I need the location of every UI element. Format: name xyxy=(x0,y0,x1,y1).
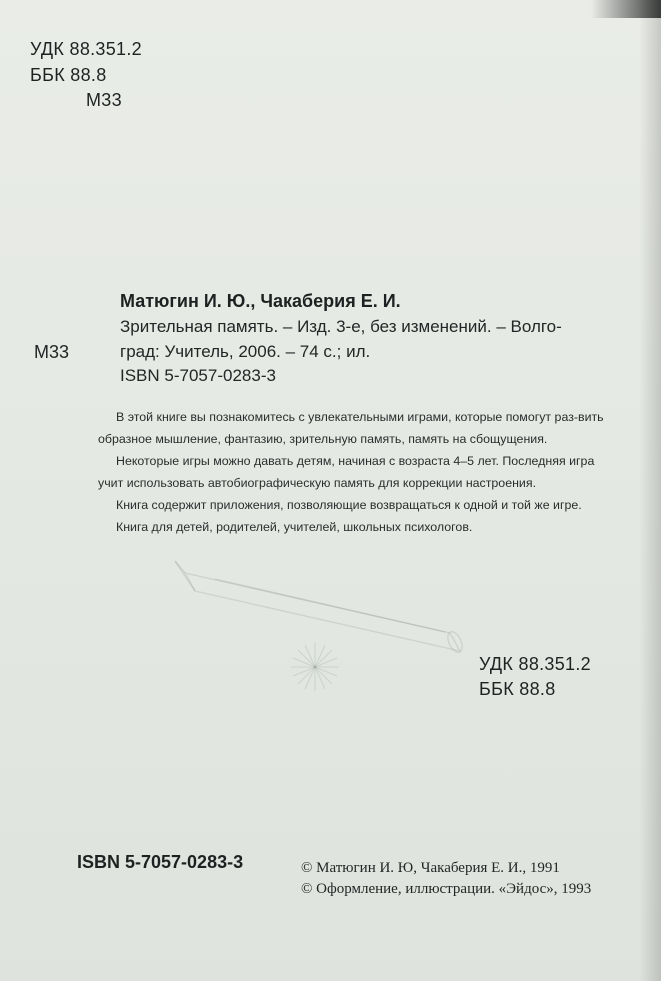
author-mark: М33 xyxy=(34,342,70,362)
annotation-paragraph: Книга для детей, родителей, учителей, школьных психологов. xyxy=(116,520,473,534)
author-mark: М33 xyxy=(86,90,122,110)
authors-heading: Матюгин И. Ю., Чакаберия Е. И. xyxy=(120,291,401,311)
pencil-illustration xyxy=(175,555,485,715)
bbk-code: ББК 88.8 xyxy=(479,679,556,699)
annotation-paragraph: Некоторые игры можно давать детям, начиная с возраста 4–5 лет. Последняя игра учит использовать автобиографическую память для коррекции настроения. xyxy=(98,454,595,490)
udk-code: УДК 88.351.2 xyxy=(30,39,142,59)
isbn-number: ISBN 5-7057-0283-3 xyxy=(77,852,244,872)
page-edge-shadow xyxy=(639,0,661,981)
copyright-line: © Оформление, иллюстрации. «Эйдос», 1993 xyxy=(301,881,592,897)
annotation-paragraph: В этой книге вы познакомитесь с увлекательными играми, которые помогут раз-вить образное мышление, фантазию, зрительную память, память на сбощущения. xyxy=(98,410,604,446)
udk-code: УДК 88.351.2 xyxy=(479,654,591,674)
bibliographic-line: Зрительная память. – Изд. 3-е, без изменений. – Волго- xyxy=(120,317,562,336)
annotation-block xyxy=(98,406,618,538)
background-corner xyxy=(591,0,661,18)
isbn-line: ISBN 5-7057-0283-3 xyxy=(120,366,276,385)
annotation-paragraph: Книга содержит приложения, позволяющие возвращаться к одной и той же игре. xyxy=(116,498,582,512)
copyright-line: © Матюгин И. Ю, Чакаберия Е. И., 1991 xyxy=(301,860,560,876)
bibliographic-line: град: Учитель, 2006. – 74 с.; ил. xyxy=(120,342,371,361)
bbk-code: ББК 88.8 xyxy=(30,65,107,85)
